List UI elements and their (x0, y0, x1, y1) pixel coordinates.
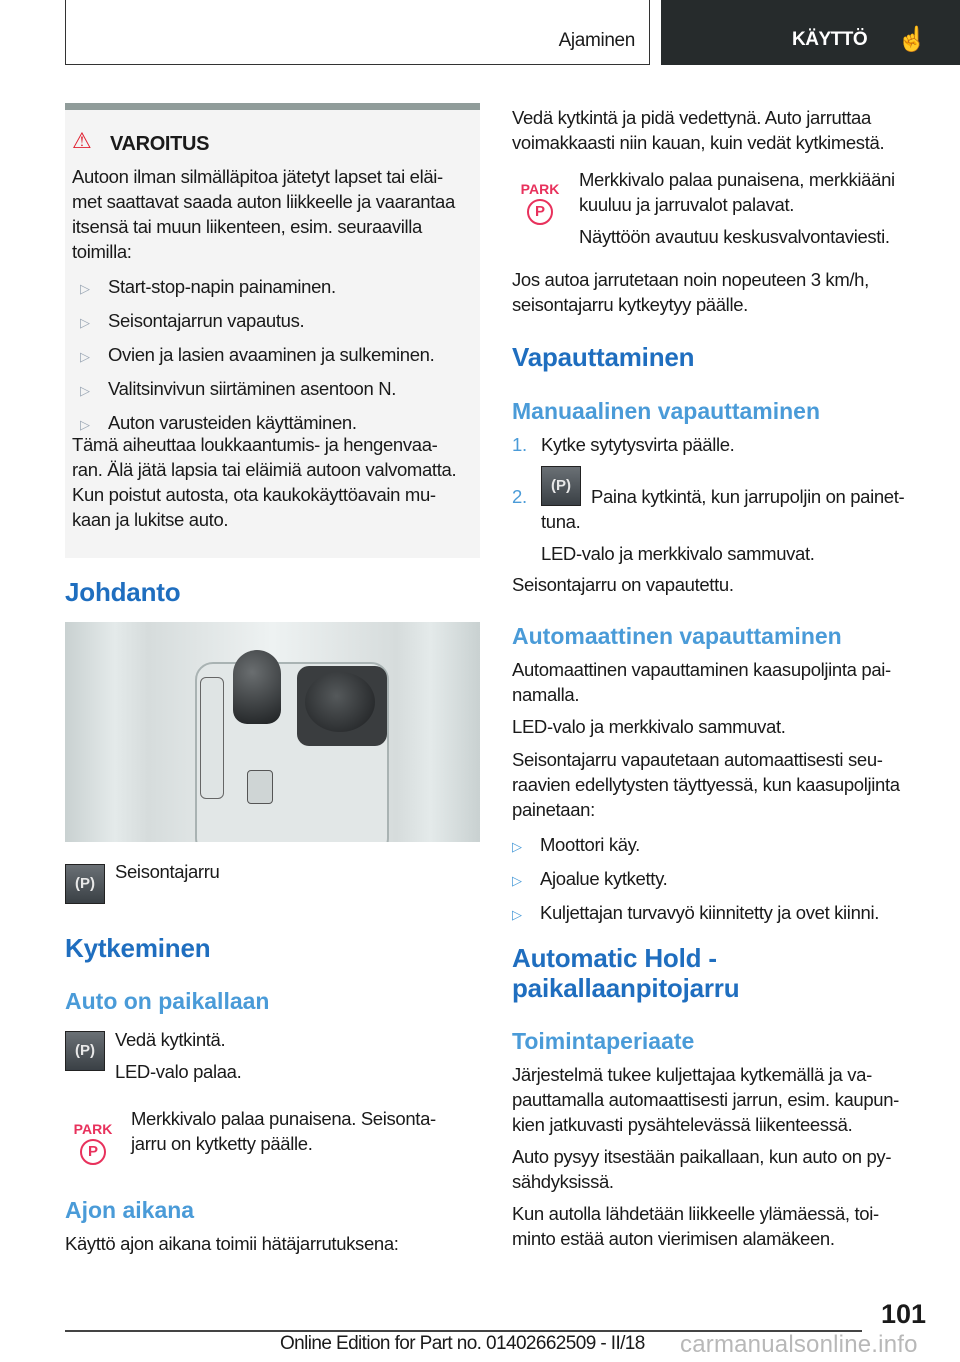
step-text: Kytke sytytysvirta päälle. (541, 434, 735, 455)
text-line: kaan ja lukitse auto. (72, 509, 229, 530)
list-item (512, 863, 879, 897)
triangle-bullet-icon: ▷ (80, 383, 90, 398)
text-line: sähdyksissä. (512, 1171, 614, 1192)
header-section: Ajaminen (558, 30, 635, 51)
heading-toimintaperiaate: Toimintaperiaate (512, 1028, 695, 1054)
text-line: paikallaanpitojarru (512, 973, 740, 1003)
paragraph: Näyttöön avautuu keskusvalvontaviesti. (579, 226, 890, 247)
parking-brake-switch-icon: (P) (65, 1031, 105, 1071)
list-item-text: Auton varusteiden käyttäminen. (108, 412, 357, 433)
step-number: 1. (512, 434, 527, 455)
text-line: Merkkivalo palaa punaisena, merkkiääni (579, 169, 895, 190)
heading-automaattinen: Automaattinen vapauttaminen (512, 623, 842, 649)
park-label: PARK (73, 1121, 113, 1137)
triangle-bullet-icon: ▷ (80, 315, 90, 330)
heading-auto-on-paikallaan: Auto on paikallaan (65, 988, 270, 1014)
text-line: Auto pysyy itsestään paikallaan, kun auto on py- (512, 1146, 892, 1167)
text-line: ran. Älä jätä lapsia tai eläimiä autoon valvomatta. (72, 459, 457, 480)
park-p: P (80, 1139, 106, 1165)
list-item (512, 829, 879, 863)
paragraph (512, 1144, 891, 1194)
step-text: Paina kytkintä, kun jarrupoljin on painet- (591, 486, 905, 507)
park-warning-light-icon (73, 1121, 113, 1165)
paragraph: Seisontajarru on vapautettu. (512, 574, 734, 595)
step-number: 2. (512, 486, 527, 507)
text-line: seisontajarru kytkeytyy päälle. (512, 294, 748, 315)
warning-intro (72, 164, 455, 264)
center-console-image (65, 622, 480, 842)
paragraph (512, 1062, 899, 1137)
list-item-text: Moottori käy. (540, 834, 640, 855)
list-item-text: Valitsinvivun siirtäminen asentoon N. (108, 378, 396, 399)
triangle-bullet-icon: ▷ (512, 839, 522, 854)
list-item-text: Seisontajarrun vapautus. (108, 310, 305, 331)
text-line: kuuluu ja jarruvalot palavat. (579, 194, 795, 215)
text-line: Automatic Hold - (512, 943, 717, 973)
text-line: Kun poistut autosta, ota kaukokäyttöavain mu- (72, 484, 436, 505)
text-line: painetaan: (512, 799, 595, 820)
text-line: kien jatkuvasti pysähtelevässä liikenteessä. (512, 1114, 853, 1135)
list-item (80, 373, 434, 407)
paragraph (512, 267, 869, 317)
list-item (80, 339, 434, 373)
heading-automatic-hold (512, 943, 739, 1003)
list-item-text: Start-stop-napin painaminen. (108, 276, 336, 297)
ajon-text: Käyttö ajon aikana toimii hätäjarrutuksena: (65, 1233, 399, 1254)
park-text (131, 1106, 436, 1156)
text-line: Vedä kytkintä ja pidä vedettynä. Auto jarruttaa (512, 107, 871, 128)
text-line: voimakkaasti niin kauan, kuin vedät kytkimestä. (512, 132, 885, 153)
paragraph (512, 657, 891, 707)
step-text: LED-valo palaa. (115, 1061, 242, 1082)
text-line: Autoon ilman silmälläpitoa jätetyt lapset tai eläi- (72, 166, 443, 187)
list-item-text: Kuljettajan turvavyö kiinnitetty ja ovet kiinni. (540, 902, 879, 923)
paragraph: LED-valo ja merkkivalo sammuvat. (512, 716, 786, 737)
paragraph (512, 105, 884, 155)
text-line: Merkkivalo palaa punaisena. Seisonta- (131, 1108, 436, 1129)
text-line: Jos autoa jarrutetaan noin nopeuteen 3 km/h, (512, 269, 869, 290)
list-item-text: Ajoalue kytketty. (540, 868, 668, 889)
triangle-bullet-icon: ▷ (80, 349, 90, 364)
warning-title: VAROITUS (110, 133, 210, 155)
park-label: PARK (520, 181, 560, 197)
text-line: Kun autolla lähdetään liikkeelle ylämäessä, toi- (512, 1203, 879, 1224)
hand-pointer-icon: ☝ (897, 26, 927, 53)
text-line: itsensä tai muun liikenteen, esim. seuraavilla (72, 216, 422, 237)
triangle-bullet-icon: ▷ (512, 907, 522, 922)
text-line: Tämä aiheuttaa loukkaantumis- ja hengenvaa- (72, 434, 438, 455)
page-number: 101 (880, 1299, 926, 1329)
text-line: met saattavat saada auton liikkeelle ja vaarantaa (72, 191, 455, 212)
conditions-list (512, 829, 879, 931)
text-line: namalla. (512, 684, 580, 705)
paragraph (512, 1201, 879, 1251)
heading-johdanto: Johdanto (65, 577, 181, 607)
header-chapter-tab[interactable] (661, 0, 960, 65)
warning-outro (72, 432, 456, 532)
parking-brake-switch-icon: (P) (541, 466, 581, 506)
heading-kytkeminen: Kytkeminen (65, 933, 211, 963)
step-text: tuna. (541, 511, 581, 532)
park-p: P (527, 199, 553, 225)
paragraph (512, 747, 900, 822)
list-item (512, 897, 879, 931)
heading-manuaalinen: Manuaalinen vapauttaminen (512, 398, 821, 424)
watermark[interactable]: carmanualsonline.info (680, 1331, 918, 1358)
triangle-bullet-icon: ▷ (80, 281, 90, 296)
triangle-bullet-icon: ▷ (80, 417, 90, 432)
text-line: toimilla: (72, 241, 132, 262)
list-item (80, 271, 434, 305)
list-item-text: Ovien ja lasien avaaminen ja sulkeminen. (108, 344, 435, 365)
warning-list (80, 271, 434, 441)
text-line: jarru on kytketty päälle. (131, 1133, 313, 1154)
park-warning-light-icon (520, 181, 560, 225)
paragraph: LED-valo ja merkkivalo sammuvat. (541, 543, 815, 564)
text-line: raavien edellytysten täyttyessä, kun kaasupoljinta (512, 774, 900, 795)
heading-ajon-aikana: Ajon aikana (65, 1197, 195, 1223)
parking-brake-switch-icon: (P) (65, 864, 105, 904)
text-line: Automaattinen vapauttaminen kaasupoljinta pai- (512, 659, 891, 680)
step-1 (512, 432, 734, 457)
park-text (579, 167, 895, 217)
step-text: Vedä kytkintä. (115, 1029, 226, 1050)
triangle-bullet-icon: ▷ (512, 873, 522, 888)
text-line: Järjestelmä tukee kuljettajaa kytkemällä ja va- (512, 1064, 872, 1085)
text-line: pauttamalla automaattisesti jarrun, esim. kaupun- (512, 1089, 899, 1110)
heading-vapauttaminen: Vapauttaminen (512, 342, 695, 372)
warning-icon: ⚠ (72, 128, 92, 153)
header-chapter: KÄYTTÖ (792, 29, 868, 50)
text-line: minto estää auton vierimisen alamäkeen. (512, 1228, 835, 1249)
footer-edition: Online Edition for Part no. 01402662509 - II/18 (280, 1333, 645, 1354)
text-line: Seisontajarru vapautetaan automaattisesti seu- (512, 749, 883, 770)
list-item (80, 305, 434, 339)
image-caption: Seisontajarru (115, 861, 220, 882)
